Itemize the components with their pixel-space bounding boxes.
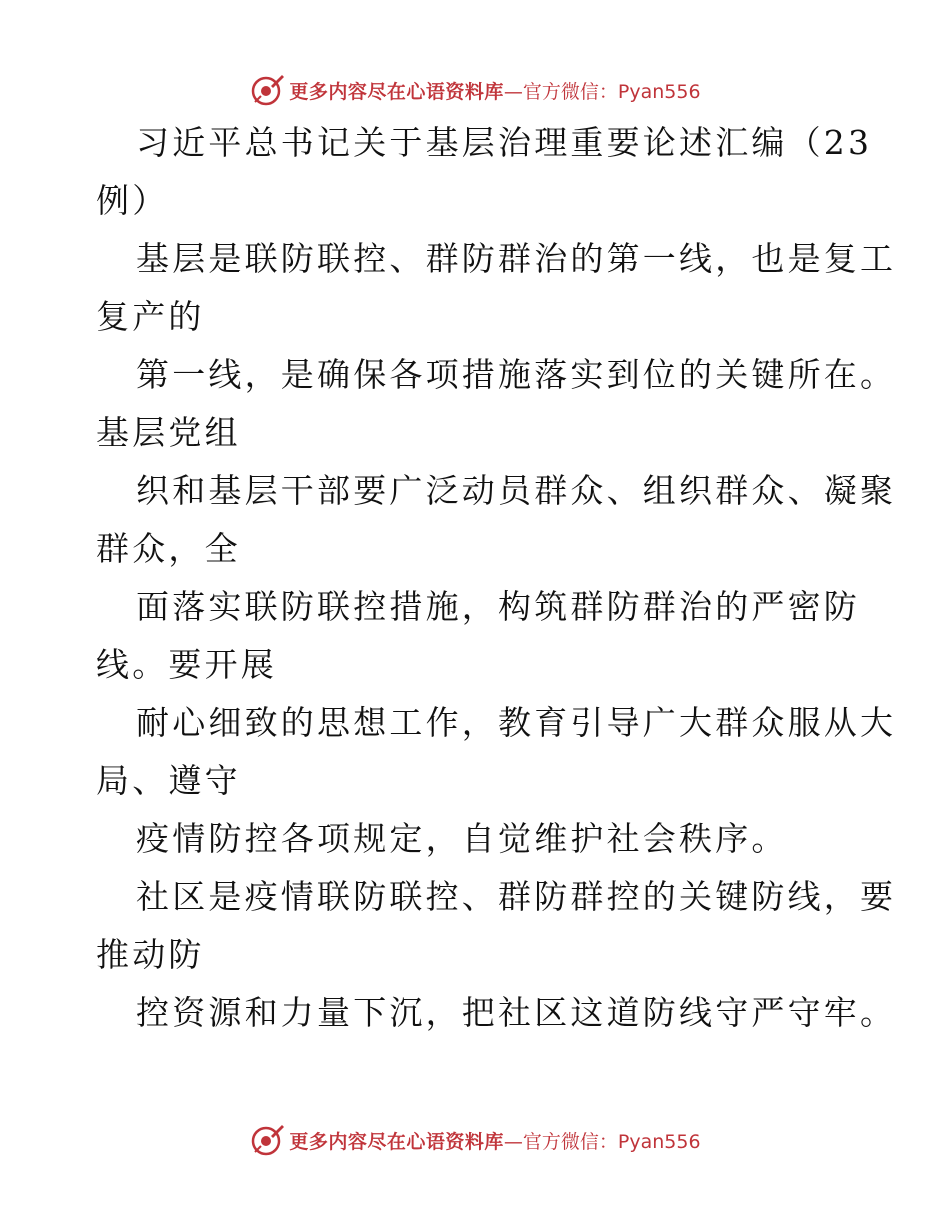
- footer-watermark: [0, 1118, 950, 1162]
- footer-wechat-text: —官方微信：Pyan556: [503, 1130, 701, 1153]
- text-line: 复产的: [96, 297, 205, 336]
- text-line: 基层党组: [96, 413, 241, 452]
- text-line: 控资源和力量下沉，把社区这道防线守严守牢。: [136, 993, 897, 1032]
- text-line: 疫情防控各项规定，自觉维护社会秩序。: [136, 819, 788, 858]
- pen-logo-icon: [249, 72, 285, 108]
- text-line: 第一线，是确保各项措施落实到位的关键所在。: [136, 355, 897, 394]
- text-line: 线。要开展: [96, 645, 277, 684]
- text-line: 局、遵守: [96, 761, 241, 800]
- footer-brand-text: 更多内容尽在心语资料库: [289, 1130, 504, 1153]
- header-brand-text: 更多内容尽在心语资料库: [289, 80, 504, 103]
- header-watermark: [0, 68, 950, 112]
- text-line: 社区是疫情联防联控、群防群控的关键防线，要: [136, 877, 897, 916]
- text-line: 推动防: [96, 935, 205, 974]
- text-line: 习近平总书记关于基层治理重要论述汇编（23: [136, 123, 873, 162]
- text-line: 面落实联防联控措施，构筑群防群治的严密防: [136, 587, 860, 626]
- text-line: 群众，全: [96, 529, 241, 568]
- text-line: 例）: [96, 181, 169, 220]
- pen-logo-icon: [249, 1122, 285, 1158]
- text-line: 耐心细致的思想工作，教育引导广大群众服从大: [136, 703, 897, 742]
- header-wechat-text: —官方微信：Pyan556: [503, 80, 701, 103]
- text-line: 织和基层干部要广泛动员群众、组织群众、凝聚: [136, 471, 897, 510]
- document-body: [96, 114, 897, 1042]
- text-line: 基层是联防联控、群防群治的第一线，也是复工: [136, 239, 897, 278]
